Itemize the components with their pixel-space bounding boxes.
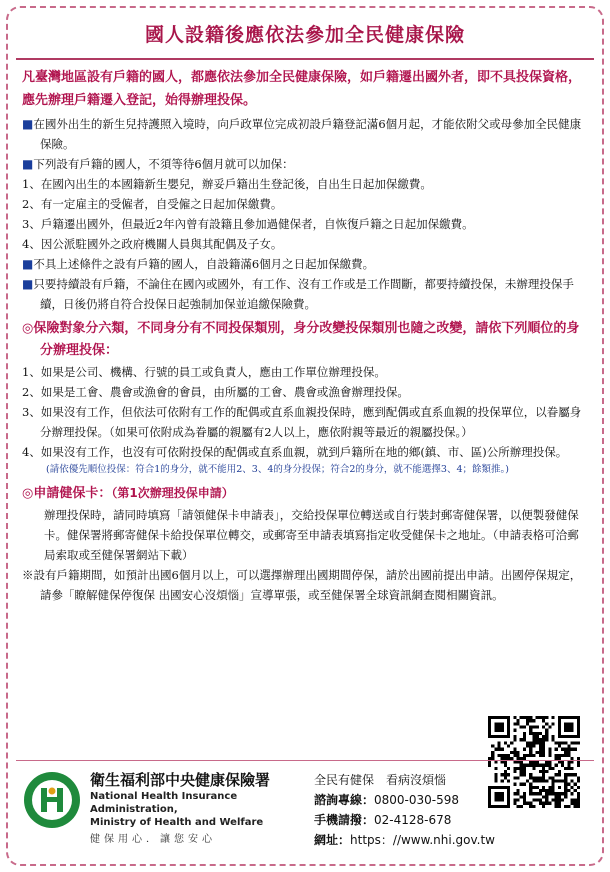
nhi-logo-icon [22,770,82,830]
hotline-number[interactable]: 0800-030-598 [374,793,460,807]
main-content [22,66,588,605]
eligibility-bullet-4: ■只要持續設有戶籍，不論住在國內或國外，有工作、沒有工作或是工作間斷，都要持續投保，未辦理投保手續，日後仍將自符合投保日起強制加保並追繳保險費。 [22,277,574,311]
eligibility-bullet-2: ■下列設有戶籍的國人，不須等待6個月就可以加保： [22,157,294,171]
list-item: 3、戶籍遷出國外，但最近2年內曾有設籍且參加過健保者，自恢復戶籍之日起加保繳費。 [22,217,474,231]
list-item: 1、在國內出生的本國籍新生嬰兒，辦妥戶籍出生登記後，自出生日起加保繳費。 [22,177,432,191]
list-item: 1、如果是公司、機構、行號的員工或負責人，應由工作單位辦理投保。 [22,365,386,379]
mobile-number[interactable]: 02-4128-678 [374,813,452,827]
website-row: 網址：https：//www.nhi.gov.tw [314,833,495,847]
insured-categories-heading: ◎保險對象分六類，不同身分有不同投保類別，身分改變投保類別也隨之改變，請依下列順位的身分辦理投保： [22,321,580,358]
square-bullet-icon: ■ [22,257,34,271]
square-bullet-icon: ■ [22,277,34,291]
nhi-card-heading: ◎申請健保卡：（第1次辦理投保申請） [22,486,234,501]
eligibility-bullet-1: ■在國外出生的新生兒持護照入境時，向戶政單位完成初設戶籍登記滿6個月起，才能依附父或母參加全民健康保險。 [22,117,582,151]
org-name-en-1: National Health Insurance Administration, [90,791,238,815]
list-item: 2、如果是工會、農會或漁會的會員，由所屬的工會、農會或漁會辦理投保。 [22,385,409,399]
nhi-card-paragraph: 辦理投保時，請同時填寫「請領健保卡申請表」，交給投保單位轉送或自行裝封郵寄健保署，以便製發健保卡。健保署將郵寄健保卡給投保單位轉交，或郵寄至申請表填寫指定收受健保卡之地址。（申請表格可洽郵局索取或至健保署網站下載） [44,508,579,562]
org-slogan: 健保用心．讓您安心 [90,834,216,845]
title-divider [16,58,594,60]
lead-paragraph: 凡臺灣地區設有戶籍的國人，都應依法參加全民健康保險，如戶籍遷出國外者，即不具投保資格，應先辦理戶籍遷入登記，始得辦理投保。 [22,70,582,108]
org-name-zh: 衛生福利部中央健康保險署 [90,771,271,789]
mobile-row: 手機請撥：02-4128-678 [314,813,452,827]
org-name-en-2: Ministry of Health and Welfare [90,817,264,828]
priority-note: (請依優先順位投保：符合1的身分，就不能用2、3、4的身分投保；符合2的身分，就不能選擇3、4；餘類推。) [46,464,509,475]
eligibility-bullet-3: ■不具上述條件之設有戶籍的國人，自設籍滿6個月之日起加保繳費。 [22,257,375,271]
square-bullet-icon: ■ [22,117,34,131]
list-item: 4、因公派駐國外之政府機關人員與其配偶及子女。 [22,237,283,251]
hotline-row: 諮詢專線：0800-030-598 [314,793,460,807]
overseas-note: ※設有戶籍期間，如預計出國6個月以上，可以選擇辦理出國期間停保，請於出國前提出申請。出國停保規定，請參「瞭解健保停復保 出國安心沒煩惱」宣導單張，或至健保署全球資訊網查閱相關資訊。 [22,568,582,602]
list-item: 4、如果沒有工作，也沒有可依附投保的配偶或直系血親，就到戶籍所在地的鄉(鎮、市、區)公所辦理投保。 [22,445,568,459]
website-link[interactable]: https：//www.nhi.gov.tw [350,833,495,847]
page-title: 國人設籍後應依法參加全民健康保險 [144,24,465,46]
tagline: 全民有健保 看病沒煩惱 [314,773,447,787]
list-item: 3、如果沒有工作，但依法可依附有工作的配偶或直系血親投保時，應到配偶或直系血親的投保單位，以眷屬身分辦理投保。（如果可依附成為眷屬的親屬有2人以上，應依附親等最近的親屬投保。） [22,405,582,439]
organization-block [90,770,300,848]
footer-divider [16,760,594,761]
contact-block [314,770,514,850]
square-bullet-icon: ■ [22,157,34,171]
list-item: 2、有一定雇主的受僱者，自受僱之日起加保繳費。 [22,197,283,211]
